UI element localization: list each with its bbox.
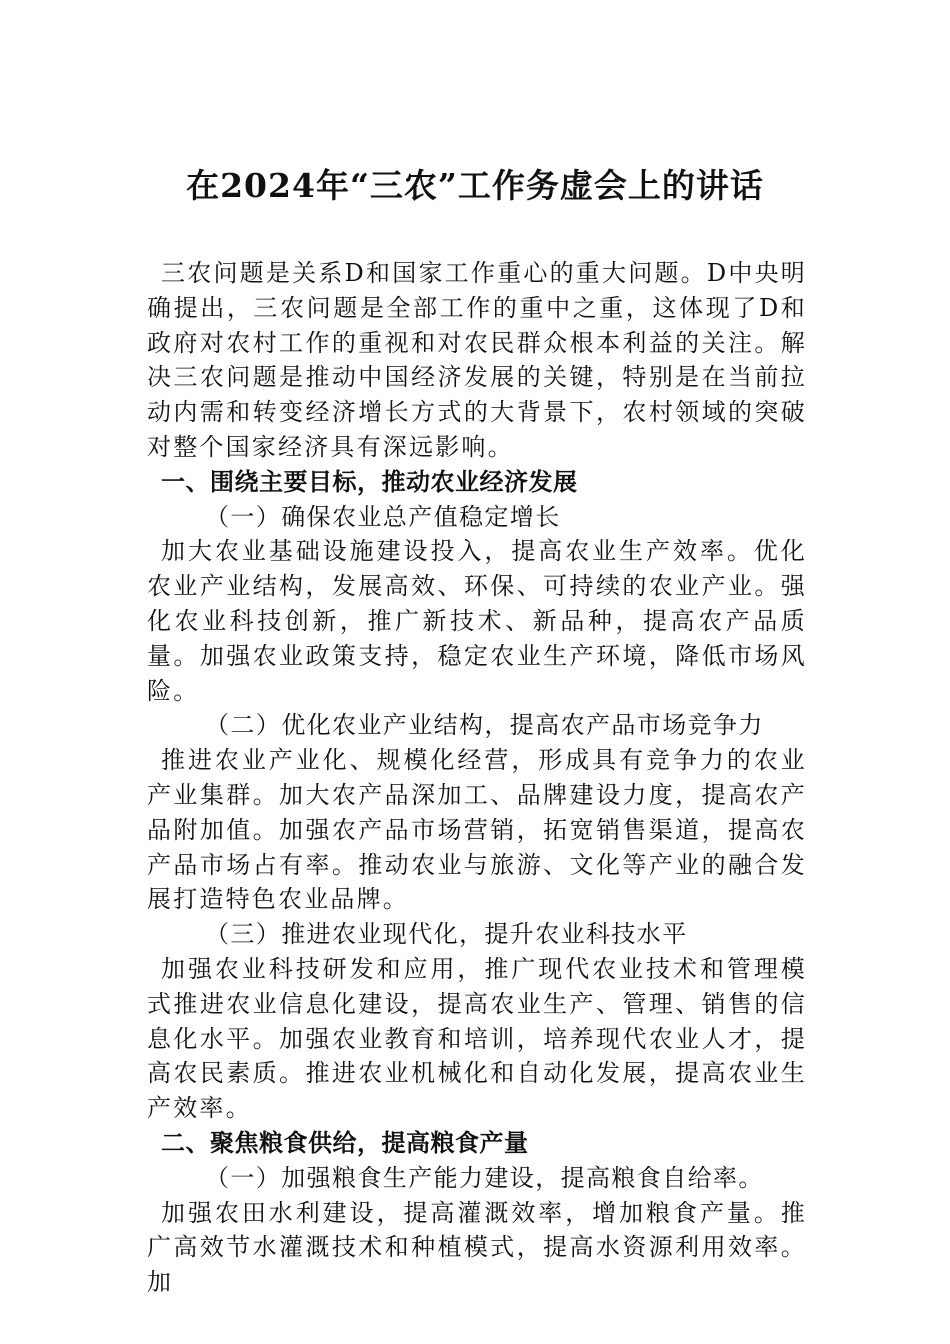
intro-paragraph: 三农问题是关系D和国家工作重心的重大问题。D中央明确提出，三农问题是全部工作的重中之重，这体现了D和政府对农村工作的重视和对农民群众根本利益的关注。解决三农问题是推动中国经济发展的关键，特别是在当前拉动内需和转变经济增长方式的大背景下，农村领域的突破对整个国家经济具有深远影响。 — [147, 259, 807, 461]
subsection-heading-1-2: （二）优化农业产业结构，提高农产品市场竞争力 — [205, 711, 764, 740]
paragraph-2-1: 加强农田水利建设，提高灌溉效率，增加粮食产量。推广高效节水灌溉技术和种植模式，提高水资源利用效率。加 — [147, 1198, 807, 1297]
document-body — [147, 256, 807, 1300]
subsection-heading-1-1: （一）确保农业总产值稳定增长 — [205, 502, 561, 531]
paragraph-1-2: 推进农业产业化、规模化经营，形成具有竞争力的农业产业集群。加大农产品深加工、品牌建设力度，提高农产品附加值。加强农产品市场营销，拓宽销售渠道，提高农产品市场占有率。推动农业与旅游、文化等产业的融合发展打造特色农业品牌。 — [147, 746, 807, 914]
subsection-heading-2-1: （一）加强粮食生产能力建设，提高粮食自给率。 — [205, 1163, 764, 1192]
section-heading-1: 一、围绕主要目标，推动农业经济发展 — [161, 467, 578, 496]
paragraph-1-1: 加大农业基础设施建设投入，提高农业生产效率。优化农业产业结构，发展高效、环保、可持续的农业产业。强化农业科技创新，推广新技术、新品种，提高农产品质量。加强农业政策支持，稳定农业生产环境，降低市场风险。 — [147, 537, 807, 705]
section-heading-2: 二、聚焦粮食供给，提高粮食产量 — [161, 1128, 529, 1157]
paragraph-1-3: 加强农业科技研发和应用，推广现代农业技术和管理模式推进农业信息化建设，提高农业生产、管理、销售的信息化水平。加强农业教育和培训，培养现代农业人才，提高农民素质。推进农业机械化和自动化发展，提高农业生产效率。 — [147, 954, 807, 1123]
subsection-heading-1-3: （三）推进农业现代化，提升农业科技水平 — [205, 920, 688, 949]
document-title: 在2024年“三农”工作务虚会上的讲话 — [186, 166, 764, 205]
